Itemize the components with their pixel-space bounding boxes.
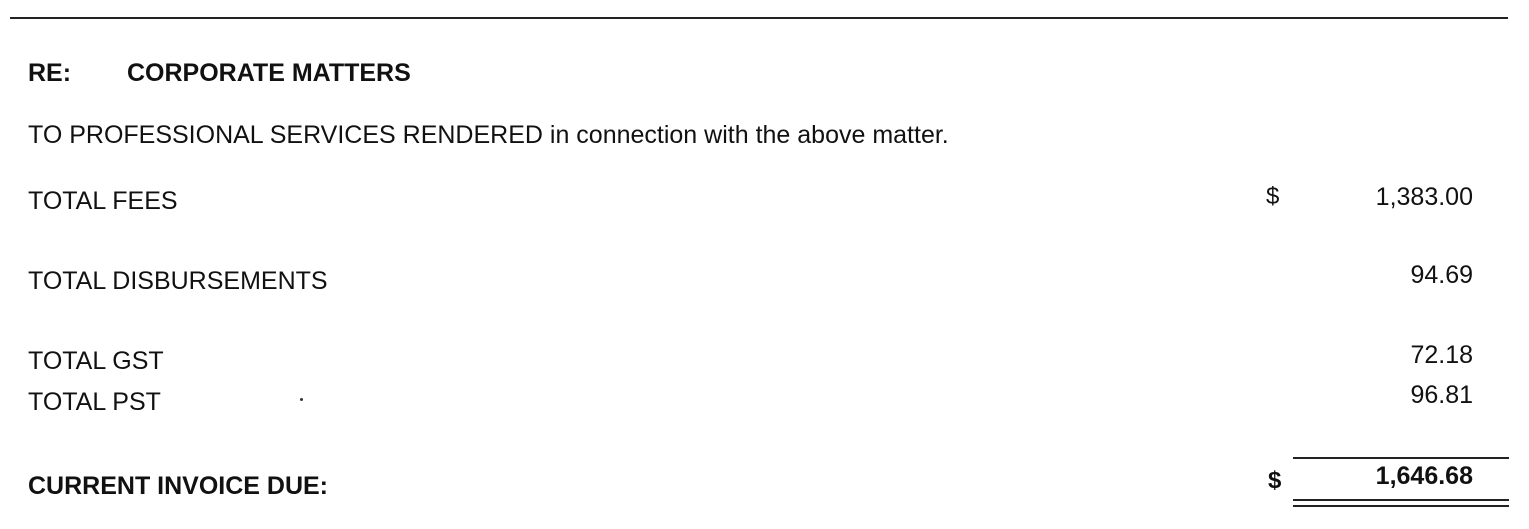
re-subject: CORPORATE MATTERS <box>127 59 411 87</box>
total-fees-currency: $ <box>1266 183 1280 210</box>
total-pst-label: TOTAL PST <box>28 388 161 416</box>
current-invoice-due-currency: $ <box>1268 467 1282 494</box>
current-invoice-due-label: CURRENT INVOICE DUE: <box>28 472 329 500</box>
intro-text: TO PROFESSIONAL SERVICES RENDERED in connection with the above matter. <box>28 121 949 149</box>
total-pst-amount: 96.81 <box>1410 381 1473 409</box>
total-disbursements-label: TOTAL DISBURSEMENTS <box>28 267 328 295</box>
re-label: RE: <box>28 59 72 87</box>
total-double-rule-top <box>1293 499 1509 501</box>
top-rule <box>10 17 1508 19</box>
subtotal-rule <box>1293 457 1509 459</box>
total-gst-label: TOTAL GST <box>28 347 164 375</box>
total-fees-label: TOTAL FEES <box>28 187 178 215</box>
scan-speck <box>300 398 303 401</box>
total-double-rule-bottom <box>1293 505 1509 507</box>
current-invoice-due-amount: 1,646.68 <box>1375 462 1473 490</box>
total-gst-amount: 72.18 <box>1410 341 1473 369</box>
total-disbursements-amount: 94.69 <box>1410 261 1473 289</box>
total-fees-amount: 1,383.00 <box>1375 183 1473 211</box>
